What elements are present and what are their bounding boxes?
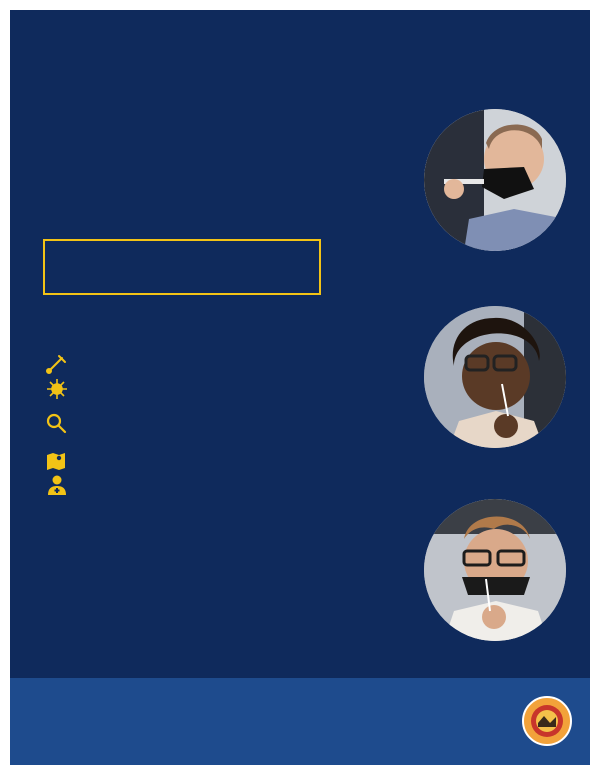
thermometer-icon [45,353,69,375]
magnifier-icon [45,413,69,435]
virus-icon [45,378,69,400]
poster [10,10,590,765]
footer [10,678,590,765]
testing-location-box [43,239,321,295]
map-pin-icon [45,449,69,471]
clark-county-seal [522,696,572,746]
criteria-item-professional [45,474,375,502]
criteria-item-exposure [45,378,375,406]
criteria-item-screenings [45,413,375,441]
photo-man-testing [424,109,566,251]
criteria-item-travel [45,449,375,465]
dot-pattern-top [10,40,590,100]
photo-person-testing [424,499,566,641]
photo-woman-testing [424,306,566,448]
snhd-logo [412,692,512,752]
health-professional-icon [45,474,69,496]
criteria-item-symptoms [45,353,375,369]
